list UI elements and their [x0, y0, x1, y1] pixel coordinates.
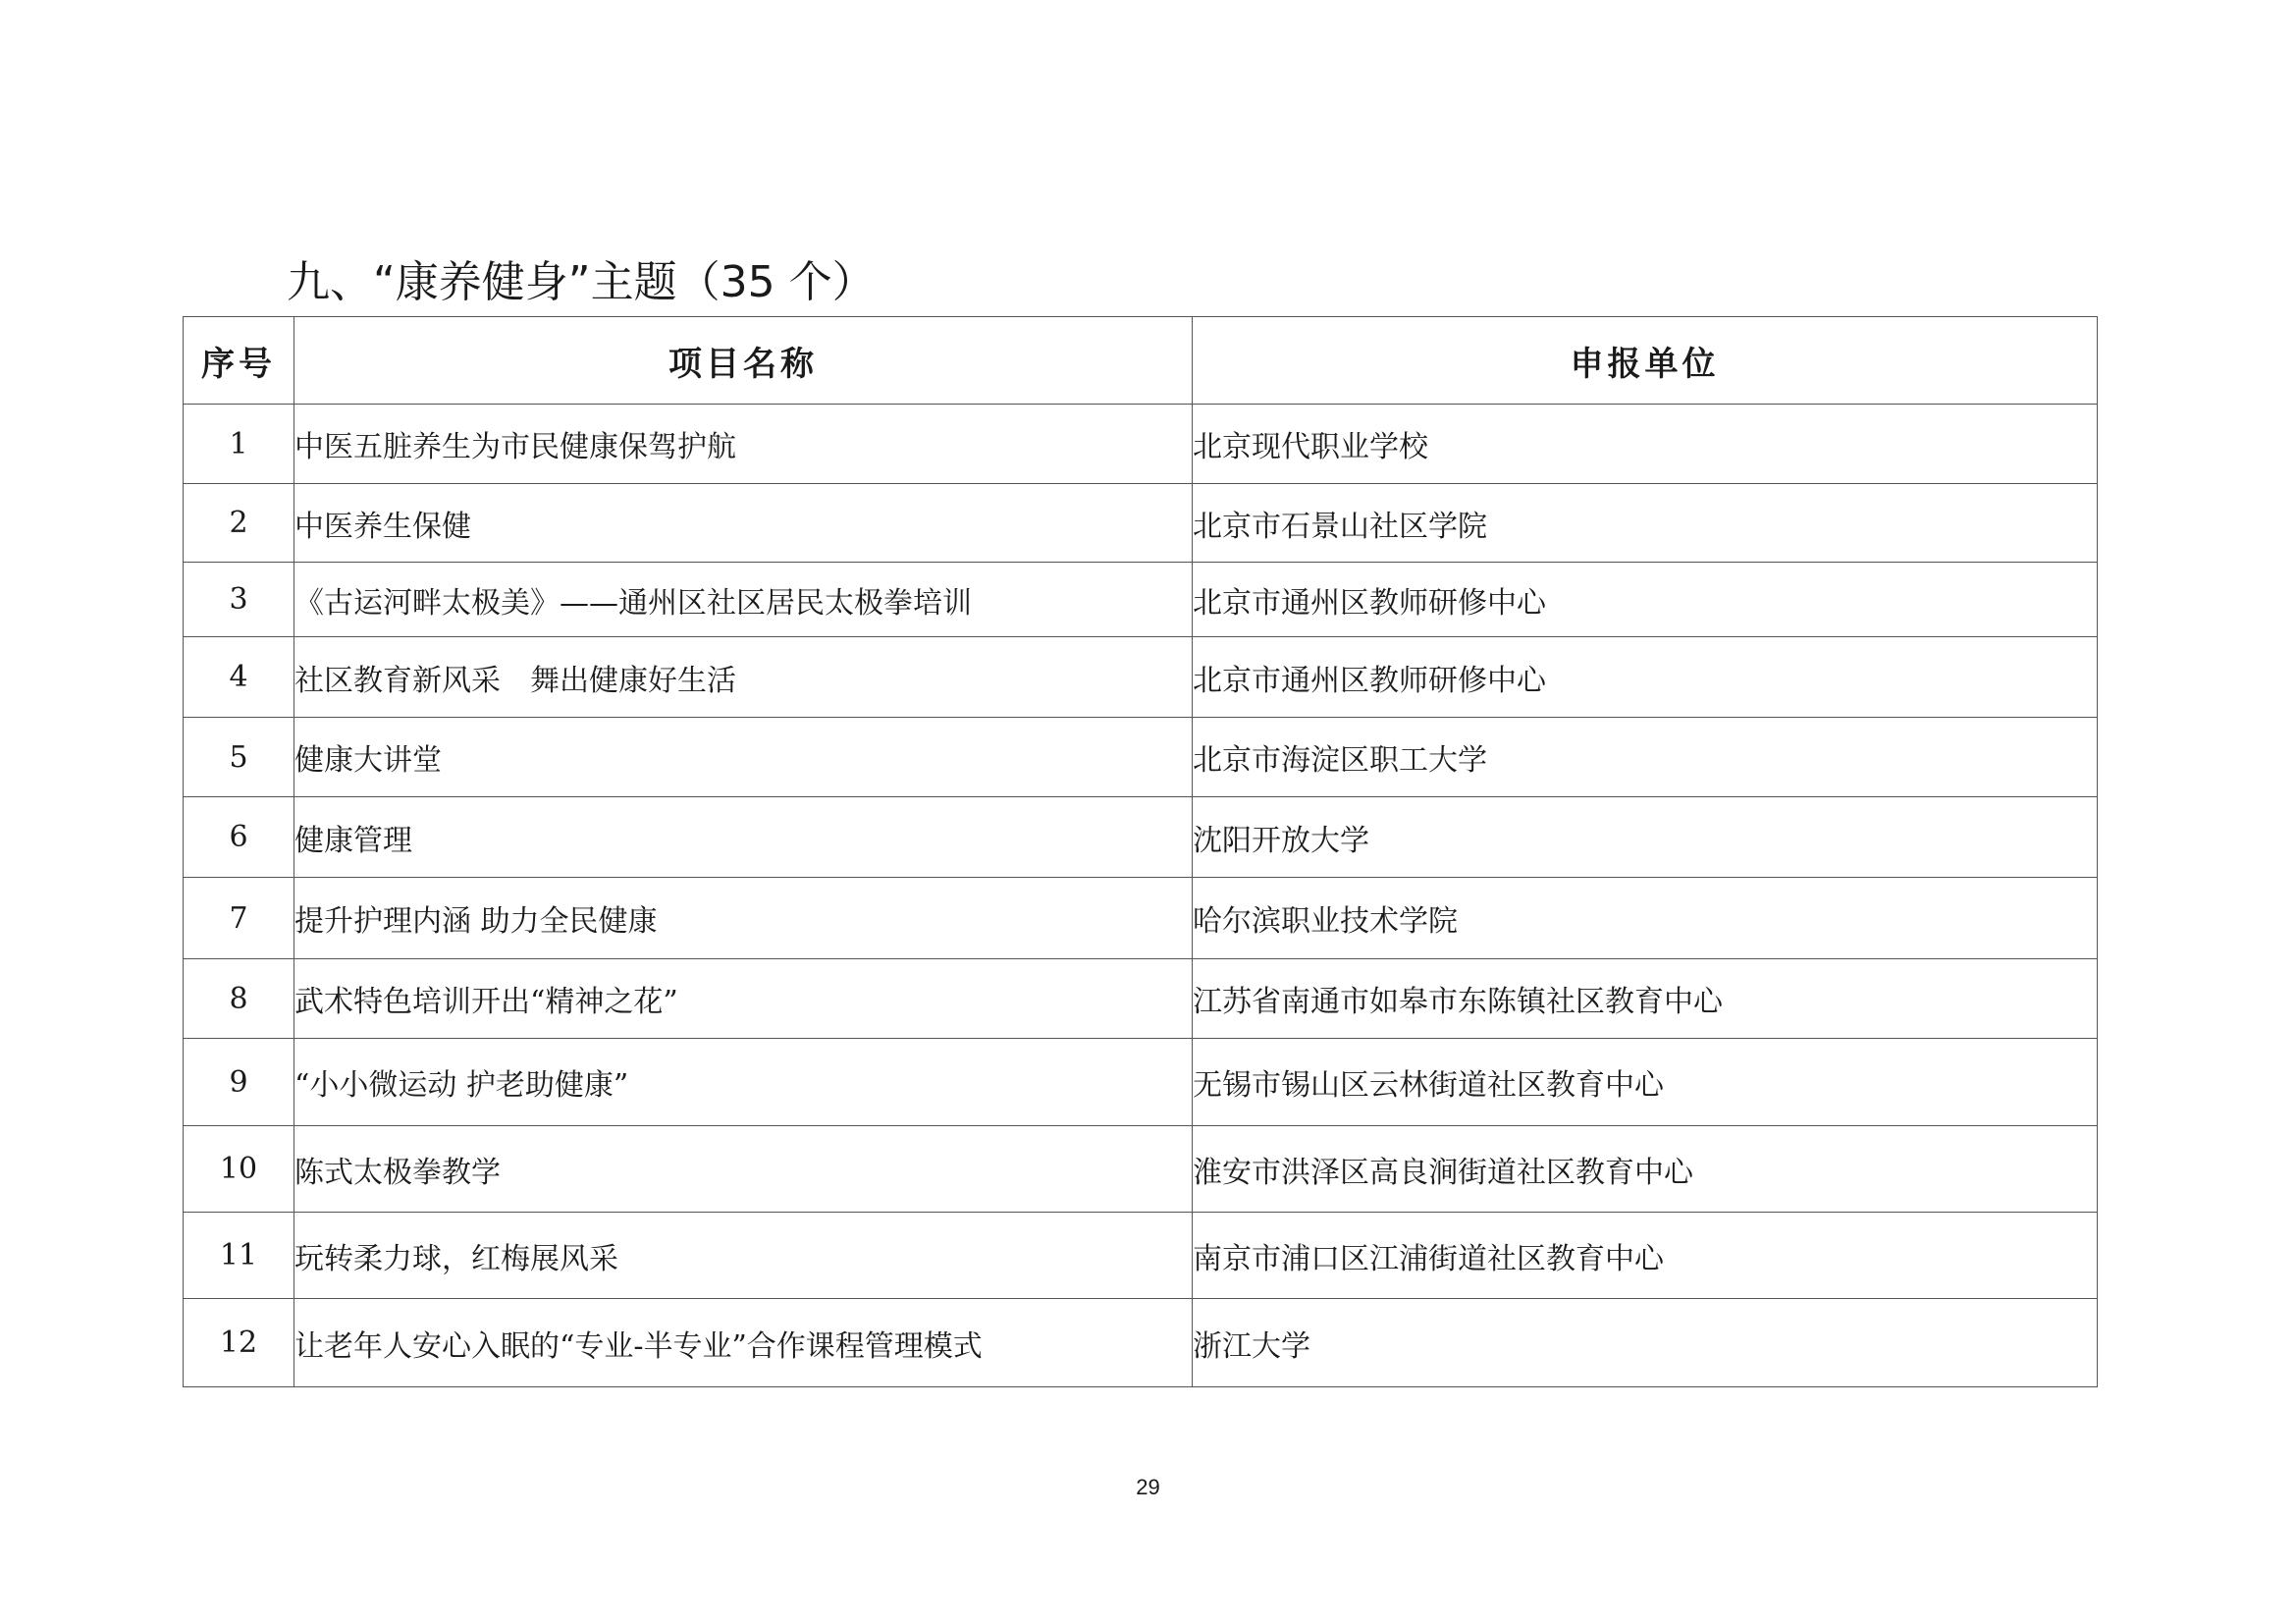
- row-applicant-unit: 江苏省南通市如皋市东陈镇社区教育中心: [1193, 959, 2098, 1039]
- header-applicant-unit: 申报单位: [1193, 317, 2098, 405]
- row-project-name: 社区教育新风采 舞出健康好生活: [294, 637, 1193, 718]
- row-serial-number: 4: [184, 637, 294, 718]
- row-serial-number: 5: [184, 718, 294, 797]
- row-applicant-unit: 南京市浦口区江浦街道社区教育中心: [1193, 1213, 2098, 1299]
- row-serial-number: 1: [184, 405, 294, 484]
- row-applicant-unit: 浙江大学: [1193, 1299, 2098, 1387]
- row-serial-number: 12: [184, 1299, 294, 1387]
- row-applicant-unit: 沈阳开放大学: [1193, 797, 2098, 878]
- row-applicant-unit: 北京市海淀区职工大学: [1193, 718, 2098, 797]
- table-header-row: [184, 317, 2098, 405]
- row-serial-number: 3: [184, 563, 294, 637]
- table-row: [184, 797, 2098, 878]
- row-applicant-unit: 无锡市锡山区云林街道社区教育中心: [1193, 1039, 2098, 1126]
- table-row: [184, 1039, 2098, 1126]
- row-project-name: 中医五脏养生为市民健康保驾护航: [294, 405, 1193, 484]
- row-project-name: 健康大讲堂: [294, 718, 1193, 797]
- table-row: [184, 637, 2098, 718]
- row-applicant-unit: 北京市石景山社区学院: [1193, 484, 2098, 563]
- row-project-name: 玩转柔力球，红梅展风采: [294, 1213, 1193, 1299]
- row-project-name: “小小微运动 护老助健康”: [294, 1039, 1193, 1126]
- section-title: 九、“康养健身”主题（35 个）: [287, 257, 876, 307]
- project-table: [183, 316, 2098, 1387]
- row-project-name: 陈式太极拳教学: [294, 1126, 1193, 1213]
- row-applicant-unit: 北京市通州区教师研修中心: [1193, 563, 2098, 637]
- table-row: [184, 484, 2098, 563]
- row-project-name: 中医养生保健: [294, 484, 1193, 563]
- table-row: [184, 563, 2098, 637]
- row-serial-number: 9: [184, 1039, 294, 1126]
- table-row: [184, 718, 2098, 797]
- row-applicant-unit: 哈尔滨职业技术学院: [1193, 878, 2098, 959]
- row-applicant-unit: 北京市通州区教师研修中心: [1193, 637, 2098, 718]
- table-row: [184, 405, 2098, 484]
- row-serial-number: 11: [184, 1213, 294, 1299]
- row-serial-number: 6: [184, 797, 294, 878]
- page-number: 29: [1136, 1475, 1160, 1499]
- row-project-name: 提升护理内涵 助力全民健康: [294, 878, 1193, 959]
- row-project-name: 《古运河畔太极美》——通州区社区居民太极拳培训: [294, 563, 1193, 637]
- table-row: [184, 959, 2098, 1039]
- row-project-name: 武术特色培训开出“精神之花”: [294, 959, 1193, 1039]
- row-project-name: 健康管理: [294, 797, 1193, 878]
- row-project-name: 让老年人安心入眠的“专业-半专业”合作课程管理模式: [294, 1299, 1193, 1387]
- header-serial-number: 序号: [184, 317, 294, 405]
- row-serial-number: 7: [184, 878, 294, 959]
- row-serial-number: 2: [184, 484, 294, 563]
- row-applicant-unit: 淮安市洪泽区高良涧街道社区教育中心: [1193, 1126, 2098, 1213]
- row-serial-number: 10: [184, 1126, 294, 1213]
- header-project-name: 项目名称: [294, 317, 1193, 405]
- table-row: [184, 878, 2098, 959]
- row-serial-number: 8: [184, 959, 294, 1039]
- table-row: [184, 1126, 2098, 1213]
- table-row: [184, 1299, 2098, 1387]
- row-applicant-unit: 北京现代职业学校: [1193, 405, 2098, 484]
- table-row: [184, 1213, 2098, 1299]
